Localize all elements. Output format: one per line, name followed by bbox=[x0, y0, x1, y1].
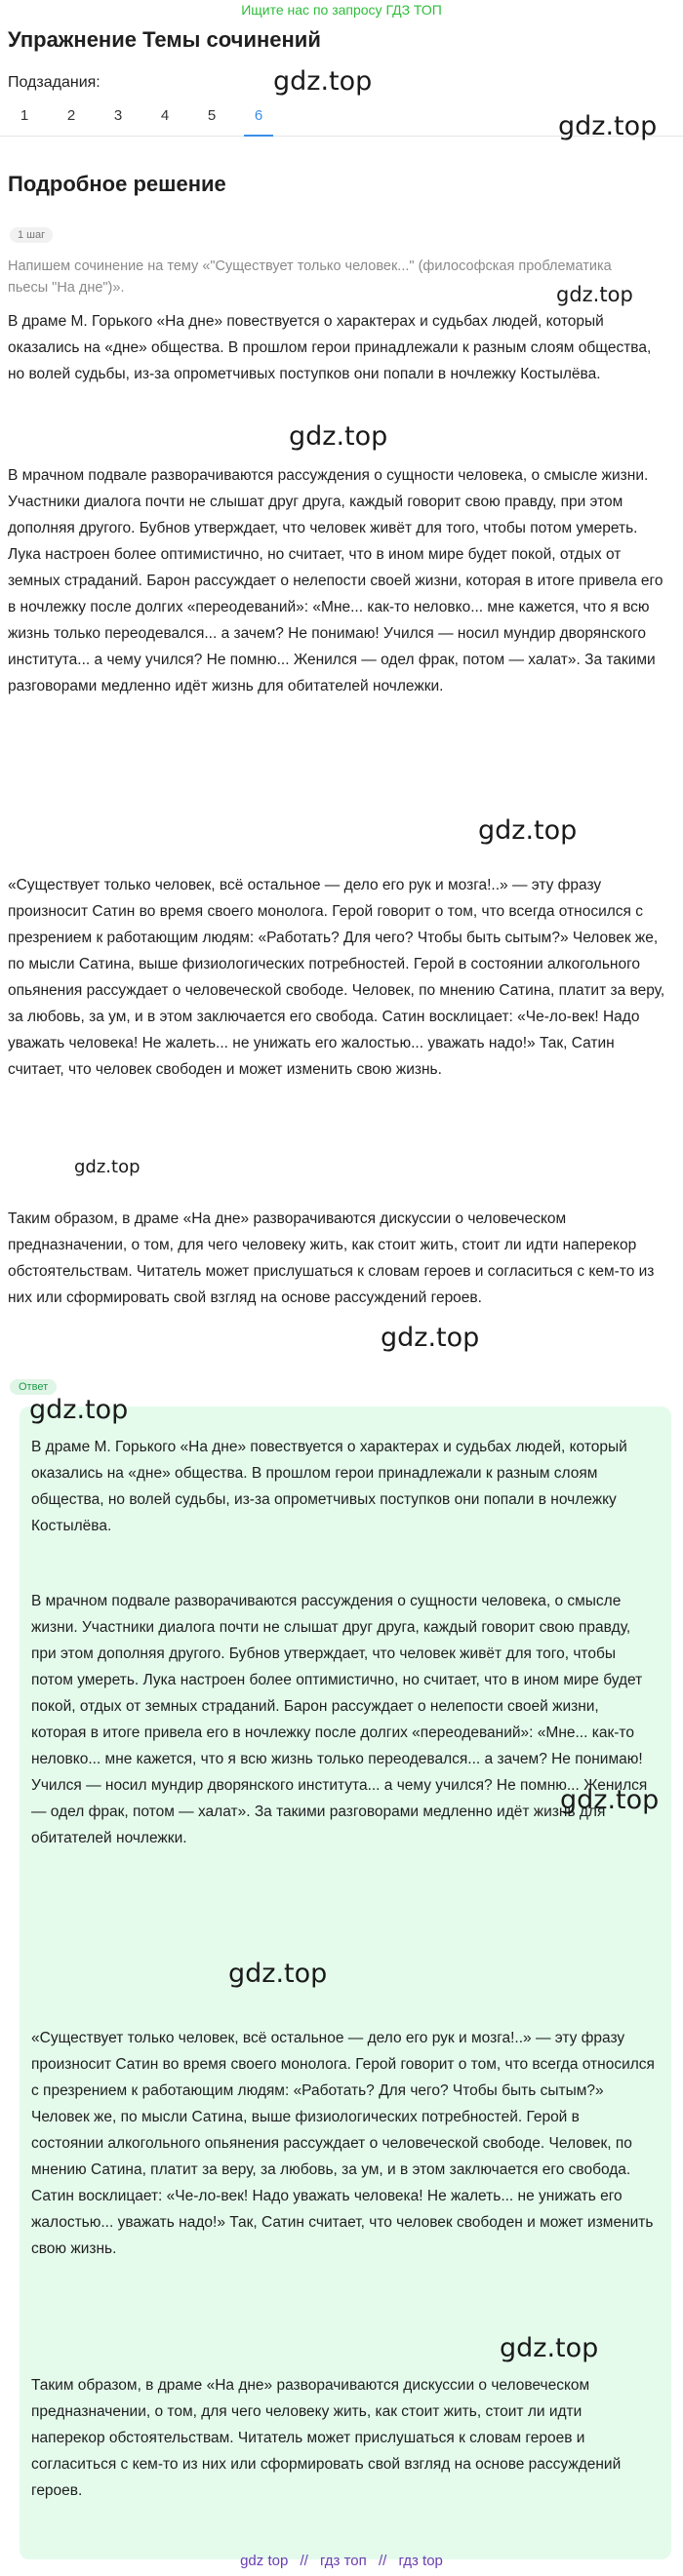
subtasks-label: Подзадания: bbox=[8, 74, 100, 91]
top-banner[interactable]: Ищите нас по запросу ГДЗ ТОП bbox=[241, 2, 442, 18]
footer-link[interactable]: gdz top bbox=[240, 2553, 289, 2569]
watermark: gdz.top bbox=[228, 1959, 328, 1989]
answer-paragraph-2: В мрачном подвале разворачиваются рассуждения о сущности человека, о смысле жизни. Участники диалога почти не слышат друг друга, каждый говорит свою правду, при этом дополняя другого. Бубнов утверждает, что человек живёт для того, чтобы потом умереть. Лука настроен более оптимистично, но считает, что в ином мире будет покой, отдых от земных страданий. Барон рассуждает о нелепости своей жизни, которая в итоге привела его в ночлежку после долгих «переодеваний»: «Мне... как-то неловко... мне кажется, что я всю жизнь только переодевался... а зачем? Не понимаю! Учился — носил мундир дворянского института... а чему учился? Не помню... Женился — одел фрак, потом — халат». За такими разговорами медленно идёт жизнь для обитателей ночлежки. bbox=[31, 1593, 648, 1846]
watermark: gdz.top bbox=[289, 421, 388, 452]
tab-5[interactable]: 5 bbox=[207, 107, 217, 124]
tab-1[interactable]: 1 bbox=[20, 107, 29, 124]
watermark: gdz.top bbox=[560, 1785, 660, 1815]
answer-paragraph-3: «Существует только человек, всё остальное — дело его рук и мозга!..» — эту фразу произносит Сатин во время своего монолога. Герой говорит о том, что всегда относился с презрением к работающим людям: «Работать? Для чего? Чтобы быть сытым?» Человек же, по мысли Сатина, выше физиологических потребностей. Герой в состоянии алкогольного опьянения рассуждает о человеческой свободе. Человек, по мнению Сатина, платит за веру, за любовь, за ум, и в этом заключается его свобода. Сатин восклицает: «Че-ло-век! Надо уважать человека! Не жалеть... не унижать его жалостью... уважать надо!» Так, Сатин считает, что человек свободен и может изменить свою жизнь. bbox=[31, 2030, 655, 2257]
solution-paragraph-2: В мрачном подвале разворачиваются рассуждения о сущности человека, о смысле жизни. Участники диалога почти не слышат друг друга, каждый говорит свою правду, при этом дополняя другого. Бубнов утверждает, что человек живёт для того, чтобы потом умереть. Лука настроен более оптимистично, но считает, что в ином мире будет покой, отдых от земных страданий. Барон рассуждает о нелепости своей жизни, которая в итоге привела его в ночлежку после долгих «переодеваний»: «Мне... как-то неловко... мне кажется, что я всю жизнь только переодевался... а зачем? Не понимаю! Учился — носил мундир дворянского института... а чему учился? Не помню... Женился — одел фрак, потом — халат». За такими разговорами медленно идёт жизнь для обитателей ночлежки. bbox=[8, 467, 663, 694]
solution-title: Подробное решение bbox=[8, 172, 226, 196]
tab-4[interactable]: 4 bbox=[160, 107, 170, 124]
watermark: gdz.top bbox=[273, 66, 373, 97]
tab-2[interactable]: 2 bbox=[66, 107, 76, 124]
footer-links bbox=[0, 2553, 683, 2569]
footer-separator: // bbox=[300, 2553, 308, 2569]
answer-paragraph-1: В драме М. Горького «На дне» повествуется о характерах и судьбах людей, который оказались на «дне» общества. В прошлом герои принадлежали к разным слоям общества, но волей судьбы, из-за опрометчивых поступков они попали в ночлежку Костылёва. bbox=[31, 1439, 627, 1534]
watermark: gdz.top bbox=[29, 1395, 129, 1425]
answer-paragraph-4: Таким образом, в драме «На дне» разворачиваются дискуссии о человеческом предназначении, о том, для чего человеку жить, как стоит жить, стоит ли идти наперекор обстоятельствам. Читатель может прислушаться к словам героев и согласиться с кем-то из них или сформировать свой взгляд на основе рассуждений героев. bbox=[31, 2377, 622, 2499]
watermark: gdz.top bbox=[556, 283, 633, 306]
solution-intro: Напишем сочинение на тему «"Существует только человек..." (философская проблематика пьесы "На дне")». bbox=[8, 258, 612, 296]
tab-3[interactable]: 3 bbox=[113, 107, 123, 124]
footer-link[interactable]: гдз top bbox=[398, 2553, 443, 2569]
watermark: gdz.top bbox=[381, 1323, 480, 1353]
solution-paragraph-3: «Существует только человек, всё остальное — дело его рук и мозга!..» — эту фразу произносит Сатин во время своего монолога. Герой говорит о том, что всегда относился с презрением к работающим людям: «Работать? Для чего? Чтобы быть сытым?» Человек же, по мысли Сатина, выше физиологических потребностей. Герой в состоянии алкогольного опьянения рассуждает о человеческой свободе. Человек, по мнению Сатина, платит за веру, за любовь, за ум, и в этом заключается его свобода. Сатин восклицает: «Че-ло-век! Надо уважать человека! Не жалеть... не унижать его жалостью... уважать надо!» Так, Сатин считает, что человек свободен и может изменить свою жизнь. bbox=[8, 877, 665, 1078]
footer-link[interactable]: гдз топ bbox=[320, 2553, 367, 2569]
tab-6[interactable]: 6 bbox=[244, 103, 273, 137]
step-badge: 1 шаг bbox=[10, 227, 53, 243]
solution-paragraph-4: Таким образом, в драме «На дне» разворачиваются дискуссии о человеческом предназначении, о том, для чего человеку жить, как стоит жить, стоит ли идти наперекор обстоятельствам. Читатель может прислушаться к словам героев и согласиться с кем-то из них или сформировать свой взгляд на основе рассуждений героев. bbox=[8, 1210, 655, 1306]
solution-paragraph-1: В драме М. Горького «На дне» повествуется о характерах и судьбах людей, который оказались на «дне» общества. В прошлом герои принадлежали к разным слоям общества, но волей судьбы, из-за опрометчивых поступков они попали в ночлежку Костылёва. bbox=[8, 313, 652, 382]
footer-separator: // bbox=[378, 2553, 387, 2569]
watermark: gdz.top bbox=[500, 2333, 599, 2363]
watermark: gdz.top bbox=[74, 1157, 141, 1177]
watermark: gdz.top bbox=[478, 815, 578, 846]
answer-badge: Ответ bbox=[10, 1379, 57, 1395]
exercise-title: Упражнение Темы сочинений bbox=[8, 27, 321, 52]
watermark: gdz.top bbox=[558, 111, 658, 141]
